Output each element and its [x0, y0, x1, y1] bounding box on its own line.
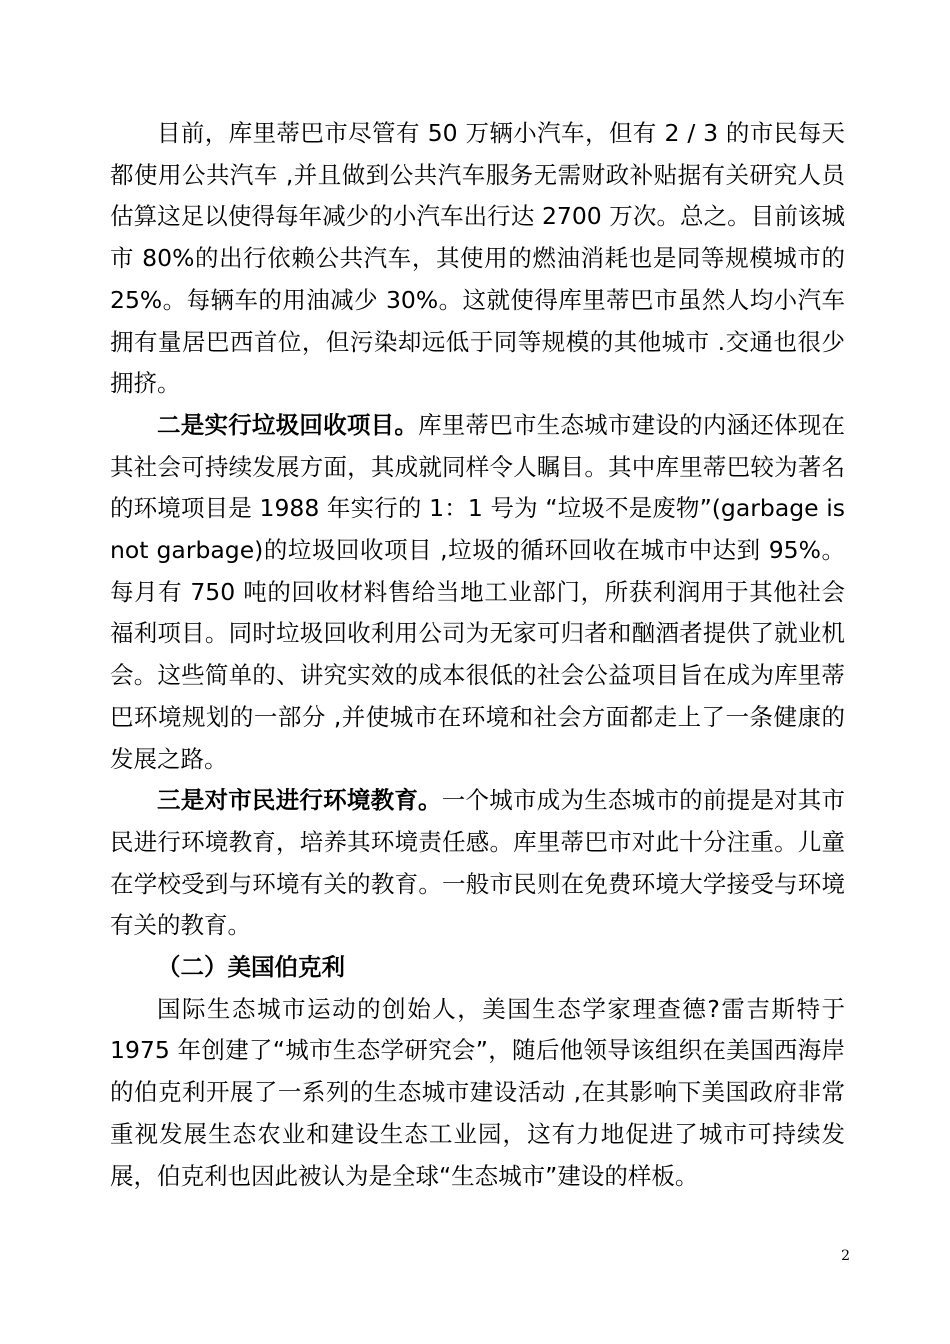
paragraph-berkeley: 国际生态城市运动的创始人，美国生态学家理查德?雷吉斯特于 1975 年创建了“城市生态学研究会”，随后他领导该组织在美国西海岸的伯克利开展了一系列的生态城市建设活动 ,在其影响下美国政府非常重视发展生态农业和建设生态工业园，这有力地促进了城市可持续发展，伯克利也因此被认为是全球“生态城市”建设的样板。 — [110, 994, 845, 1190]
paragraph-environmental-education — [110, 780, 845, 947]
body-text — [110, 113, 845, 1197]
paragraph-bus-transit: 目前，库里蒂巴市尽管有 50 万辆小汽车，但有 2 / 3 的市民每天都使用公共汽车 ,并且做到公共汽车服务无需财政补贴据有关研究人员估算这足以使得每年减少的小汽车出行达 2700 万次。总之。目前该城市 80%的出行依赖公共汽车，其使用的燃油消耗也是同等规模城市的 25%。每辆车的用油减少 30%。这就使得库里蒂巴市虽然人均小汽车拥有量居巴西首位，但污染却远低于同等规模的其他城市 .交通也很少拥挤。 — [110, 119, 845, 398]
paragraph-body-education: 一个城市成为生态城市的前提是对其市民进行环境教育，培养其环境责任感。库里蒂巴市对此十分注重。儿童在学校受到与环境有关的教育。一般市民则在免费环境大学接受与环境有关的教育。 — [110, 786, 846, 940]
paragraph-body-garbage: 库里蒂巴市生态城市建设的内涵还体现在其社会可持续发展方面，其成就同样令人瞩目。其中库里蒂巴较为著名的环境项目是 1988 年实行的 1：1 号为 “垃圾不是废物”(garbage is not garbage)的垃圾回收项目 ,垃圾的循环回收在城市中达到 95%。每月有 750 吨的回收材料售给当地工业部门，所获利润用于其他社会福利项目。同时垃圾回收利用公司为无家可归者和酗酒者提供了就业机会。这些简单的、讲究实效的成本很低的社会公益项目旨在成为库里蒂巴环境规划的一部分 ,并使城市在环境和社会方面都走上了一条健康的发展之路。 — [110, 410, 846, 773]
page-number: 2 — [841, 1248, 850, 1264]
paragraph-lead-education: 三是对市民进行环境教育。 — [157, 786, 442, 815]
paragraph-lead-garbage: 二是实行垃圾回收项目。 — [157, 410, 419, 439]
section-heading-berkeley: （二）美国伯克利 — [157, 953, 345, 982]
paragraph-garbage-recycling — [110, 405, 845, 780]
